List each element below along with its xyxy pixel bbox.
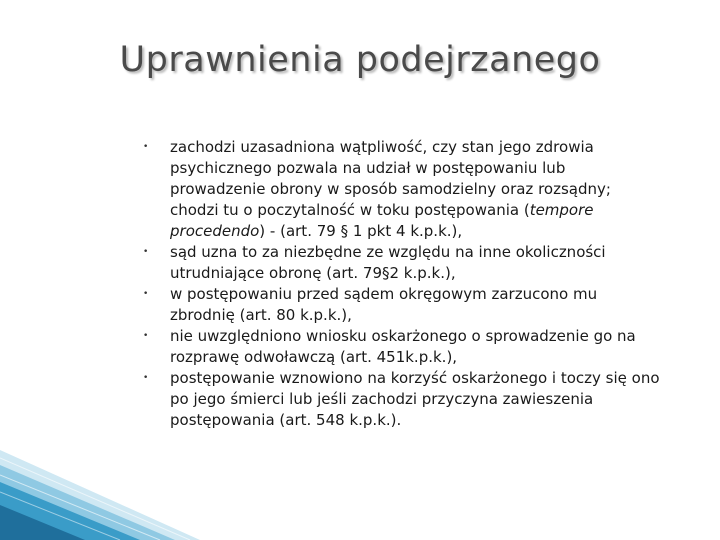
bullet-item xyxy=(143,137,663,242)
bullet-icon: • xyxy=(143,373,149,383)
bullet-icon: • xyxy=(143,331,149,341)
bullet-icon: • xyxy=(143,247,149,257)
bullet-list xyxy=(143,137,663,431)
bullet-text: ) - (art. 79 § 1 pkt 4 k.p.k.), xyxy=(259,222,463,240)
slide-content xyxy=(143,137,663,431)
bullet-item xyxy=(143,242,663,284)
bullet-text: sąd uzna to za niezbędne ze względu na inne okoliczności utrudniające obronę (art. 79§2 k.p.k.), xyxy=(170,243,606,282)
bullet-text: postępowanie wznowiono na korzyść oskarżonego i toczy się ono po jego śmierci lub jeśli zachodzi przyczyna zawieszenia postępowania (art. 548 k.p.k.). xyxy=(170,369,660,429)
bullet-text-italic: tempore procedendo xyxy=(170,201,594,240)
bullet-item xyxy=(143,326,663,368)
bullet-text: zachodzi uzasadniona wątpliwość, czy stan jego zdrowia psychicznego pozwala na udział w postępowaniu lub prowadzenie obrony w sposób samodzielny oraz rozsądny; chodzi tu o poczytalność w toku postępowania ( xyxy=(170,138,611,219)
bullet-text: nie uwzględniono wniosku oskarżonego o sprowadzenie go na rozprawę odwoławczą (art. 451k.p.k.), xyxy=(170,327,636,366)
corner-decoration xyxy=(0,420,720,540)
bullet-text: w postępowaniu przed sądem okręgowym zarzucono mu zbrodnię (art. 80 k.p.k.), xyxy=(170,285,598,324)
bullet-icon: • xyxy=(143,289,149,299)
slide-title: Uprawnienia podejrzanego xyxy=(119,40,601,80)
bullet-item xyxy=(143,284,663,326)
bullet-icon: • xyxy=(143,142,149,152)
